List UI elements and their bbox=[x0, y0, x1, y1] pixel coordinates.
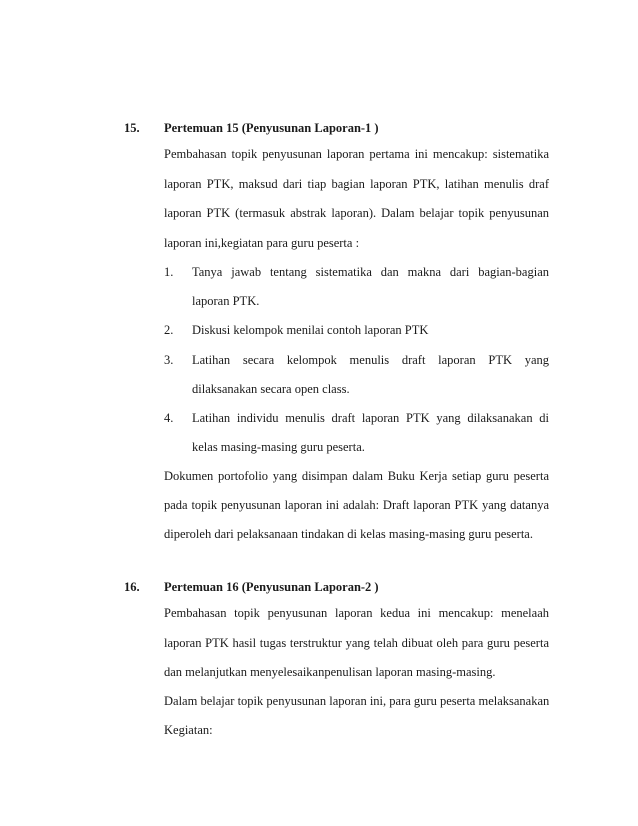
list-item-line: dilaksanakan secara open class. bbox=[192, 382, 350, 396]
paragraph-line: Pembahasan topik penyusunan laporan kedua ini mencakup: menelaah bbox=[164, 606, 549, 620]
paragraph-line: pada topik penyusunan laporan ini adalah: Draft laporan PTK yang datanya bbox=[164, 498, 549, 512]
list-item-line: Diskusi kelompok menilai contoh laporan PTK bbox=[192, 323, 429, 337]
list-item-number: 2. bbox=[164, 323, 174, 337]
paragraph-line: laporan PTK (termasuk abstrak laporan). Dalam belajar topik penyusunan bbox=[164, 206, 549, 220]
list-item-line: laporan PTK. bbox=[192, 294, 260, 308]
paragraph-line: laporan PTK hasil tugas terstruktur yang telah dibuat oleh para guru peserta bbox=[164, 636, 549, 650]
section-title: Pertemuan 15 (Penyusunan Laporan-1 ) bbox=[164, 121, 379, 135]
section-title: Pertemuan 16 (Penyusunan Laporan-2 ) bbox=[164, 580, 379, 594]
list-item-line: kelas masing-masing guru peserta. bbox=[192, 440, 365, 454]
paragraph-line: Pembahasan topik penyusunan laporan pertama ini mencakup: sistematika bbox=[164, 147, 549, 161]
list-item-line: Latihan individu menulis draft laporan PTK yang dilaksanakan di bbox=[192, 411, 549, 425]
list-item-line: Tanya jawab tentang sistematika dan makna dari bagian-bagian bbox=[192, 265, 549, 279]
list-item-line: Latihan secara kelompok menulis draft laporan PTK yang bbox=[192, 353, 549, 367]
paragraph-line: diperoleh dari pelaksanaan tindakan di kelas masing-masing guru peserta. bbox=[164, 527, 533, 541]
paragraph-line: laporan PTK, maksud dari tiap bagian laporan PTK, latihan menulis draf bbox=[164, 177, 549, 191]
list-item-number: 4. bbox=[164, 411, 174, 425]
paragraph-line: Dokumen portofolio yang disimpan dalam Buku Kerja setiap guru peserta bbox=[164, 469, 549, 483]
section-number: 15. bbox=[124, 121, 140, 135]
section-number: 16. bbox=[124, 580, 140, 594]
paragraph-line: laporan ini,kegiatan para guru peserta : bbox=[164, 236, 360, 250]
paragraph-line: Kegiatan: bbox=[164, 723, 213, 737]
list-item-number: 1. bbox=[164, 265, 174, 279]
paragraph-line: Dalam belajar topik penyusunan laporan ini, para guru peserta melaksanakan bbox=[164, 694, 550, 708]
paragraph-line: dan melanjutkan menyelesaikanpenulisan laporan masing-masing. bbox=[164, 665, 496, 679]
list-item-number: 3. bbox=[164, 353, 174, 367]
